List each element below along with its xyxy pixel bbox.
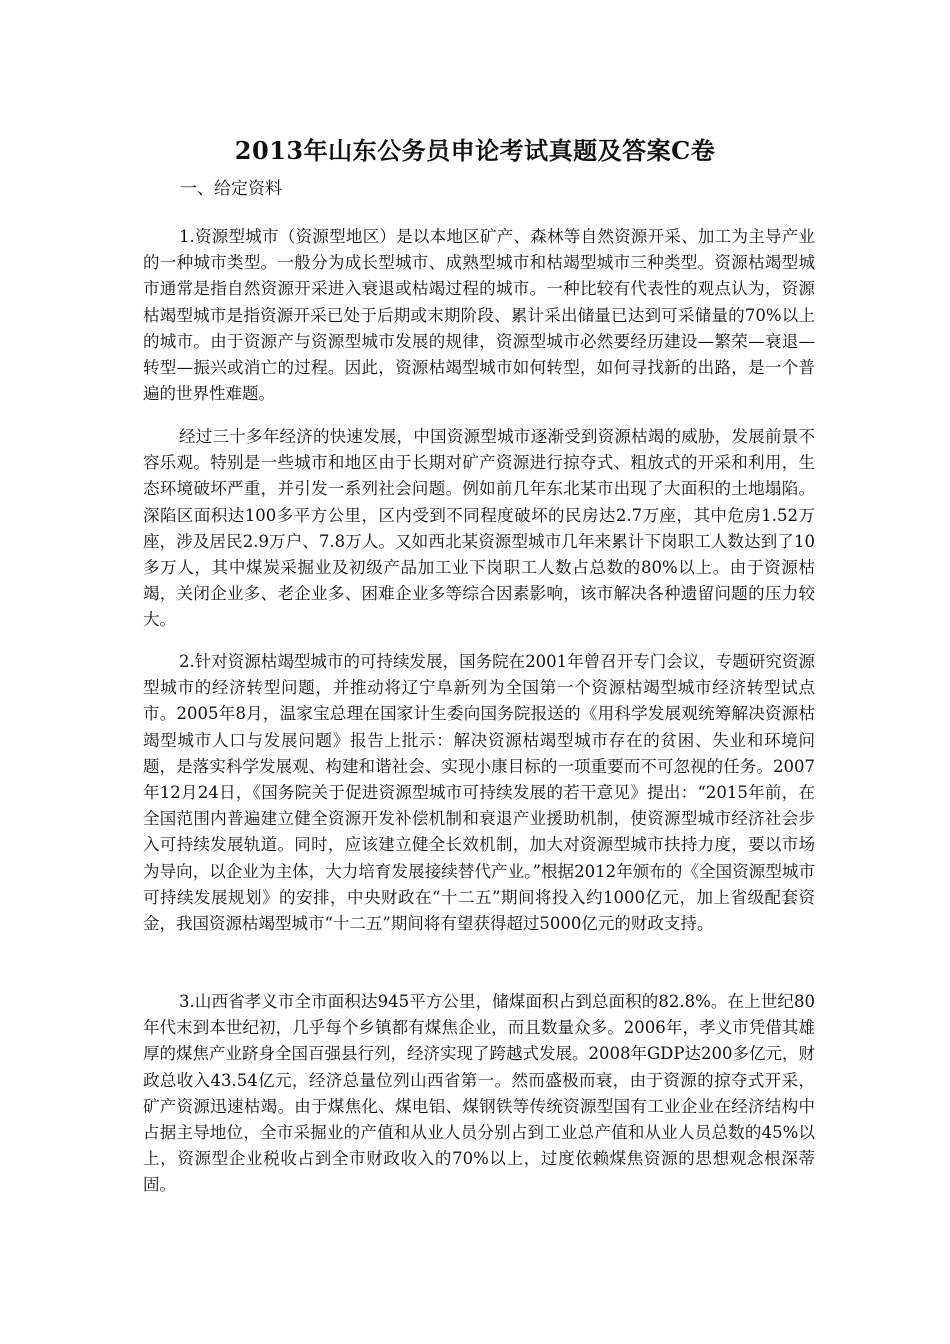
paragraph-4: 3.山西省孝义市全市面积达945平方公里，储煤面积占到总面积的82.8%。在上世纪80年代末到本世纪初，几乎每个乡镇都有煤焦企业，而且数量众多。2006年，孝义市凭借其雄厚的煤焦产业跻身全国百强县行列，经济实现了跨越式发展。2008年GDP达200多亿元，财政总收入43.54亿元，经济总量位列山西省第一。然而盛极而衰，由于资源的掠夺式开采，矿产资源迅速枯竭。由于煤焦化、煤电铝、煤钢铁等传统资源型国有工业企业在经济结构中占据主导地位，全市采掘业的产值和从业人员分别占到工业总产值和从业人员总数的45%以上，资源型企业税收占到全市财政收入的70%以上，过度依赖煤焦资源的思想观念根深蒂固。 [143, 992, 815, 1195]
paragraph-2: 经过三十多年经济的快速发展，中国资源型城市逐渐受到资源枯竭的威胁，发展前景不容乐观。特别是一些城市和地区由于长期对矿产资源进行掠夺式、粗放式的开采和利用，生态环境破坏严重，并引发一系列社会问题。例如前几年东北某市出现了大面积的土地塌陷。深陷区面积达100多平方公里，区内受到不同程度破坏的民房达2.7万座，其中危房1.52万座，涉及居民2.9万户、7.8万人。又如西北某资源型城市几年来累计下岗职工人数达到了10多万人，其中煤炭采掘业及初级产品加工业下岗职工人数占总数的80%以上。由于资源枯竭，关闭企业多、老企业多、困难企业多等综合因素影响，该市解决各种遗留问题的压力较大。 [143, 427, 815, 630]
paragraph-3: 2.针对资源枯竭型城市的可持续发展，国务院在2001年曾召开专门会议，专题研究资源型城市的经济转型问题，并推动将辽宁阜新列为全国第一个资源枯竭型城市经济转型试点市。2005年8月，温家宝总理在国家计生委向国务院报送的《用科学发展观统筹解决资源枯竭型城市人口与发展问题》报告上批示：解决资源枯竭型城市存在的贫困、失业和环境问题，是落实科学发展观、构建和谐社会、实现小康目标的一项重要而不可忽视的任务。2007年12月24日，《国务院关于促进资源型城市可持续发展的若干意见》提出：“2015年前，在全国范围内普遍建立健全资源开发补偿机制和衰退产业援助机制，使资源型城市经济社会步入可持续发展轨道。同时，应该建立健全长效机制，加大对资源型城市扶持力度，要以市场为导向，以企业为主体，大力培育发展接续替代产业。”根据2012年颁布的《全国资源型城市可持续发展规划》的安排，中央财政在“十二五”期间将投入约1000亿元，加上省级配套资金，我国资源枯竭型城市“十二五”期间将有望获得超过5000亿元的财政支持。 [143, 652, 815, 934]
section-heading: 一、给定资料 [180, 179, 282, 199]
paragraph-1: 1.资源型城市（资源型地区）是以本地区矿产、森林等自然资源开采、加工为主导产业的一种城市类型。一般分为成长型城市、成熟型城市和枯竭型城市三种类型。资源枯竭型城市通常是指自然资源开采进入衰退或枯竭过程的城市。一种比较有代表性的观点认为，资源枯竭型城市是指资源开采已处于后期或末期阶段、累计采出储量已达到可采储量的70%以上的城市。由于资源产与资源型城市发展的规律，资源型城市必然要经历建设—繁荣—衰退—转型—振兴或消亡的过程。因此，资源枯竭型城市如何转型，如何寻找新的出路，是一个普遍的世界性难题。 [143, 227, 815, 404]
document-title: 2013年山东公务员申论考试真题及答案C卷 [234, 136, 716, 165]
